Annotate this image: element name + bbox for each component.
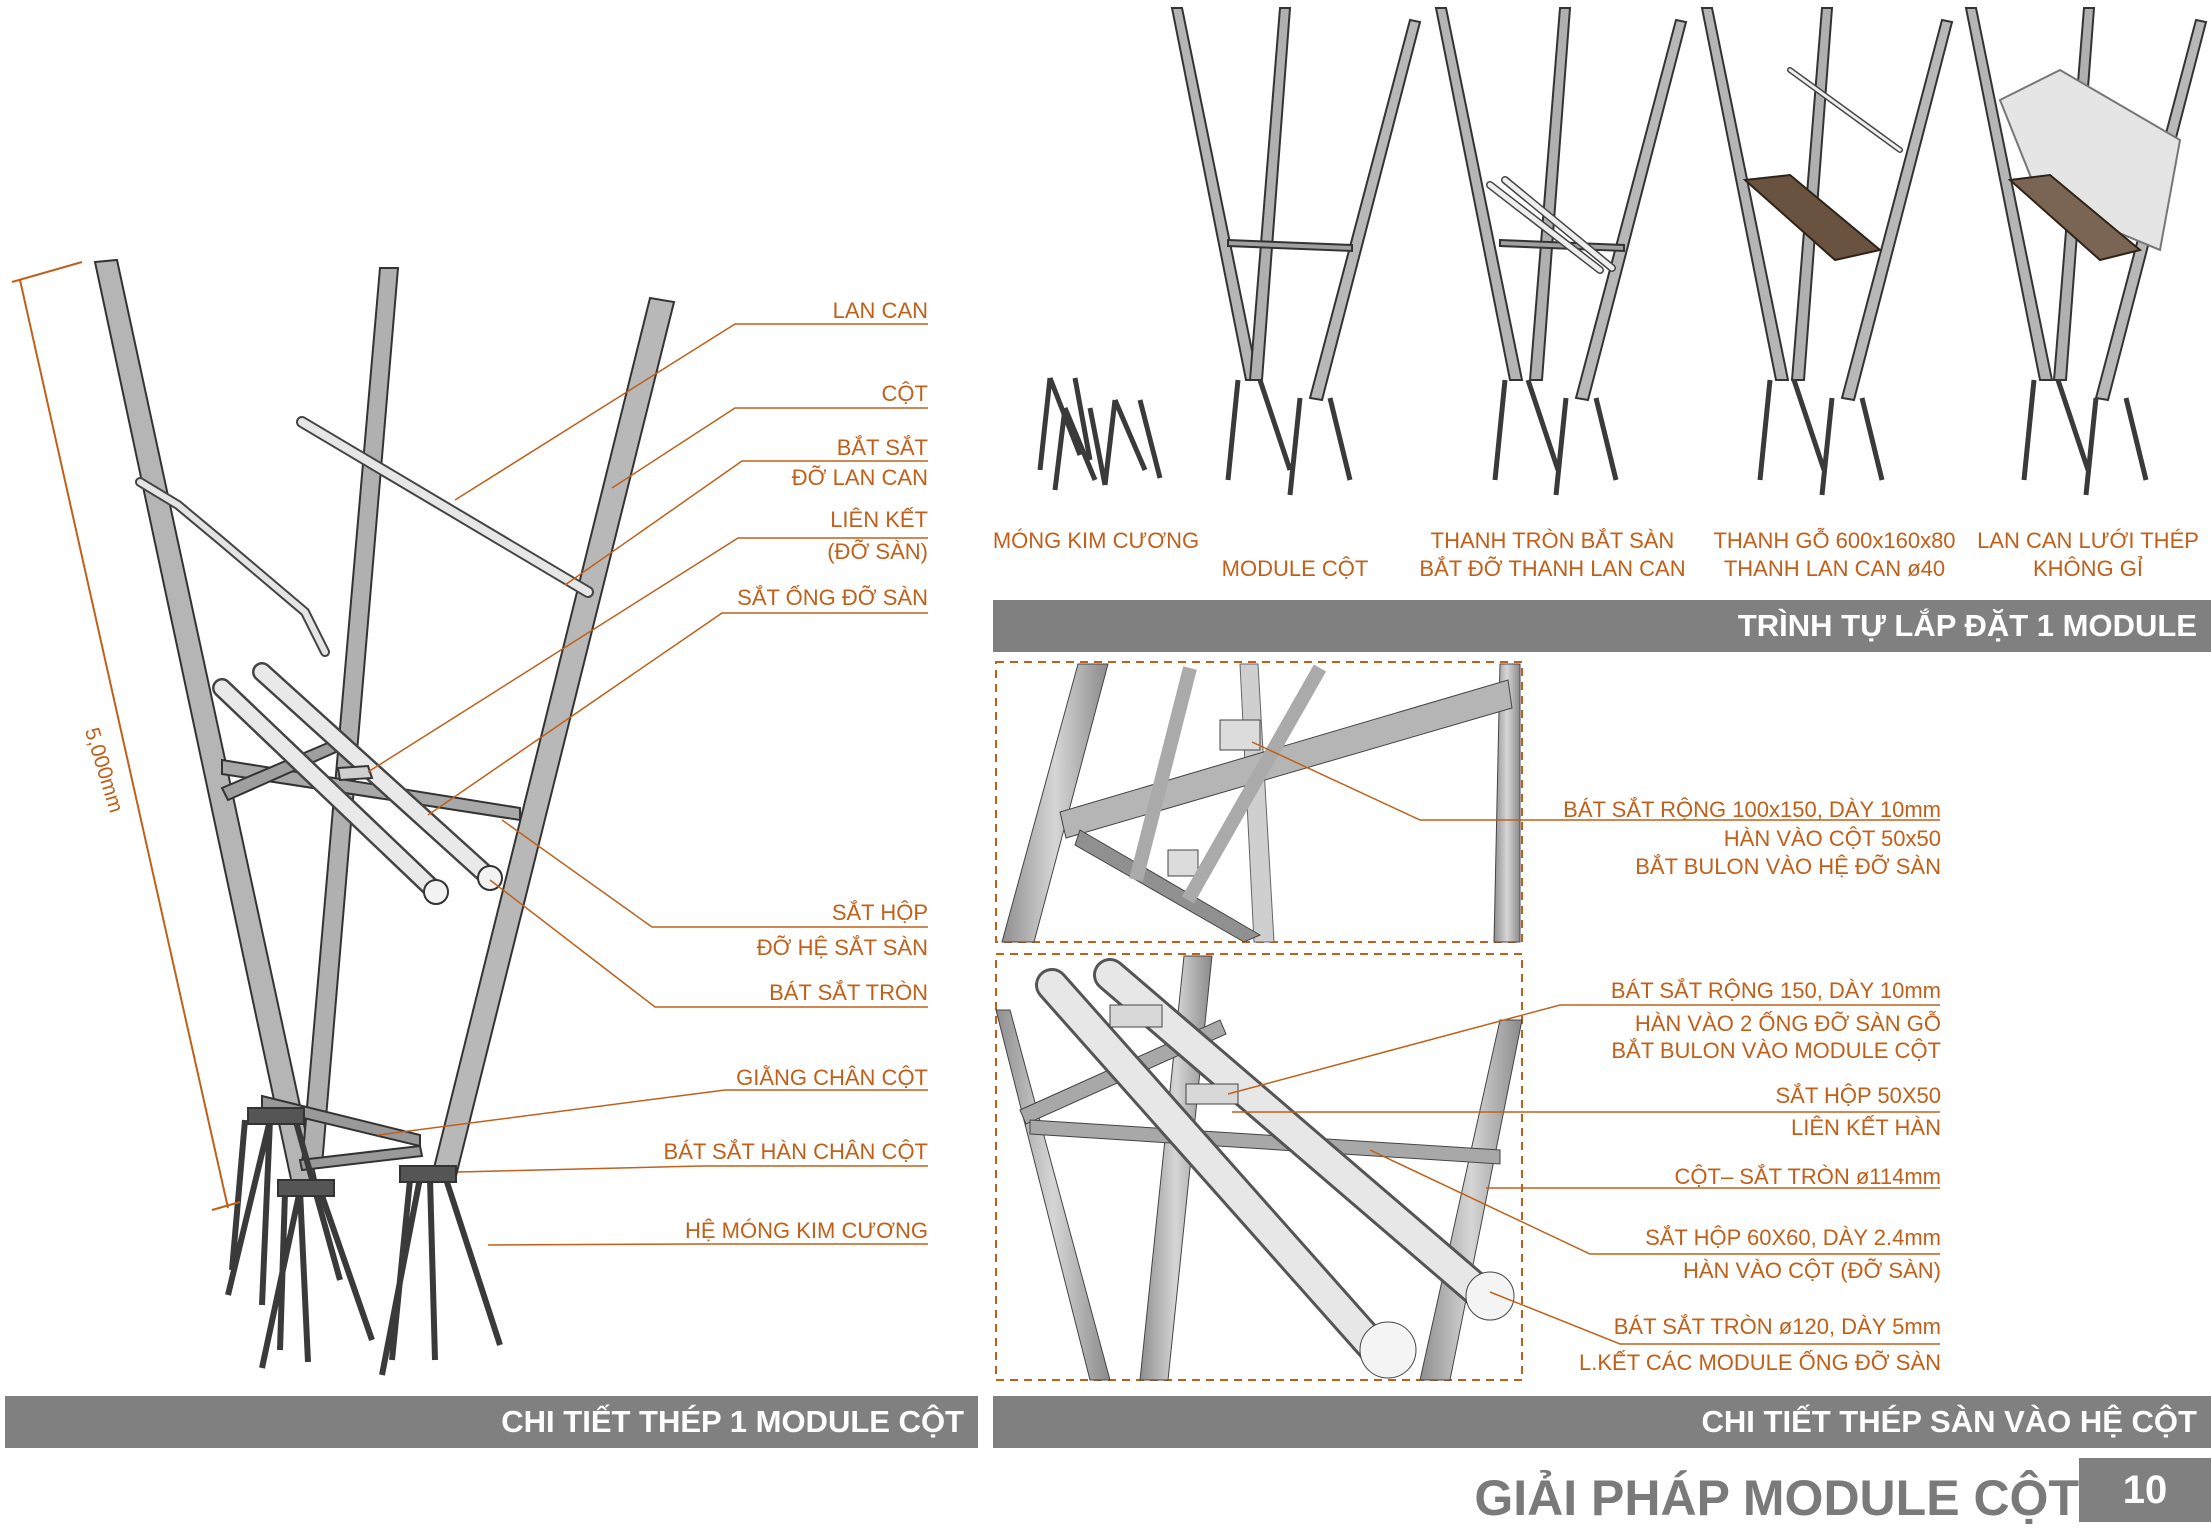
- detail-g3-line1: CỘT– SẮT TRÒN ø114mm: [1674, 1164, 1941, 1189]
- label-lien-ket-1: LIÊN KẾT: [830, 507, 928, 532]
- detail-top-drawing: [996, 662, 1522, 942]
- detail-top-line1: BÁT SẮT RỘNG 100x150, DÀY 10mm: [1563, 797, 1941, 822]
- detail-g4-line2: HÀN VÀO CỘT (ĐỠ SÀN): [1682, 1258, 1941, 1283]
- sequence-title-text: TRÌNH TỰ LẮP ĐẶT 1 MODULE: [1737, 608, 2197, 643]
- step-3-line1: THANH TRÒN BẮT SÀN: [1430, 528, 1675, 553]
- detail-top-line3: BẮT BULON VÀO HỆ ĐỠ SÀN: [1635, 854, 1941, 879]
- detail-g4-line1: SẮT HỘP 60X60, DÀY 2.4mm: [1645, 1225, 1941, 1250]
- label-sat-ong: SẮT ỐNG ĐỠ SÀN: [737, 585, 928, 610]
- left-title-bar: [5, 1396, 978, 1448]
- detail-g2-line2: LIÊN KẾT HÀN: [1791, 1115, 1941, 1140]
- label-sat-hop-1: SẮT HỘP: [831, 900, 928, 925]
- step-4-line1: THANH GỖ 600x160x80: [1713, 528, 1956, 553]
- detail-g5-line1: BÁT SẮT TRÒN ø120, DÀY 5mm: [1613, 1314, 1941, 1339]
- step-2-line2: MODULE CỘT: [1221, 556, 1369, 581]
- step-4-line2: THANH LAN CAN ø40: [1723, 556, 1946, 581]
- step-1-line1: MÓNG KIM CƯƠNG: [992, 528, 1200, 553]
- sequence-drawings: [1040, 8, 2206, 495]
- dimension-label: 5,000mm: [80, 725, 128, 816]
- detail-g1-line2: HÀN VÀO 2 ỐNG ĐỠ SÀN GỖ: [1634, 1011, 1941, 1036]
- detail-g5-line2: L.KẾT CÁC MODULE ỐNG ĐỠ SÀN: [1579, 1350, 1941, 1375]
- step-3-line2: BẮT ĐỠ THANH LAN CAN: [1419, 556, 1686, 581]
- step-5-line2: KHÔNG GỈ: [2032, 556, 2143, 581]
- detail-title-bar: [993, 1396, 2211, 1448]
- detail-g1-line1: BÁT SẮT RỘNG 150, DÀY 10mm: [1610, 978, 1941, 1003]
- detail-g2-line1: SẮT HỘP 50X50: [1775, 1083, 1941, 1108]
- label-sat-hop-2: ĐỠ HỆ SẮT SÀN: [756, 935, 928, 960]
- main-module-drawing: [95, 260, 674, 1375]
- label-bat-sat-1: BẮT SẮT: [836, 435, 928, 460]
- page-number: 10: [2079, 1458, 2211, 1522]
- label-lan-can: LAN CAN: [832, 298, 928, 323]
- detail-g1-line3: BẮT BULON VÀO MODULE CỘT: [1611, 1038, 1941, 1063]
- label-cot: CỘT: [881, 381, 928, 406]
- detail-bottom-drawing: [996, 954, 1522, 1380]
- label-bat-sat-tron: BÁT SẮT TRÒN: [769, 980, 928, 1005]
- label-bat-han: BÁT SẮT HÀN CHÂN CỘT: [663, 1139, 928, 1164]
- step-5-line1: LAN CAN LƯỚI THÉP: [1977, 528, 2199, 553]
- label-giang-chan-cot: GIẰNG CHÂN CỘT: [736, 1065, 928, 1090]
- page-title: GIẢI PHÁP MODULE CỘT: [1474, 1470, 2079, 1526]
- label-bat-sat-2: ĐỠ LAN CAN: [791, 465, 928, 490]
- left-title-text: CHI TIẾT THÉP 1 MODULE CỘT: [501, 1404, 964, 1439]
- sequence-title-bar: [993, 600, 2211, 652]
- detail-top-line2: HÀN VÀO CỘT 50x50: [1723, 826, 1941, 851]
- label-lien-ket-2: (ĐỠ SÀN): [827, 539, 928, 564]
- detail-title-text: CHI TIẾT THÉP SÀN VÀO HỆ CỘT: [1701, 1404, 2197, 1439]
- label-he-mong: HỆ MÓNG KIM CƯƠNG: [685, 1218, 928, 1243]
